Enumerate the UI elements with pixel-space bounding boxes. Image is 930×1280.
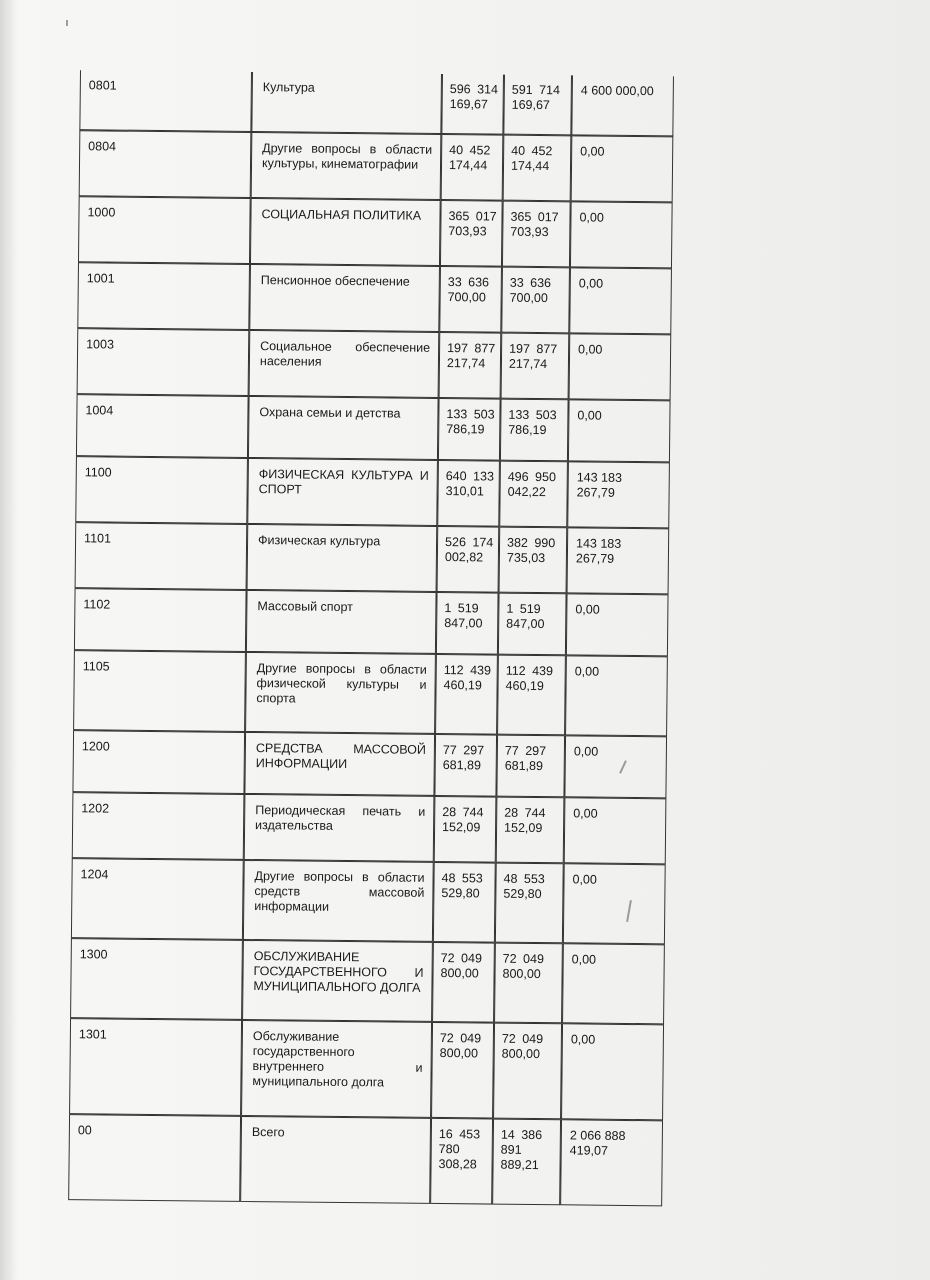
row-value3-cell: 0,00 <box>569 267 672 334</box>
budget-table <box>50 70 654 1206</box>
table-row <box>57 456 678 528</box>
table-row <box>51 1018 672 1120</box>
row-name-cell: СОЦИАЛЬНАЯ ПОЛИТИКА <box>250 198 441 266</box>
row-name-cell: Другие вопросы в области культуры, кинематографии <box>251 132 442 200</box>
row-value1-cell: 1 519 847,00 <box>436 592 499 655</box>
table-row <box>58 394 679 462</box>
row-value2-cell: 591 714 169,67 <box>503 75 572 136</box>
row-value2-cell: 112 439 460,19 <box>497 655 566 736</box>
row-value2-cell: 28 744 152,09 <box>496 797 565 864</box>
row-value3-cell: 4 600 000,00 <box>571 75 674 136</box>
table-row <box>57 522 678 594</box>
row-value2-cell: 40 452 174,44 <box>503 135 572 202</box>
row-value1-cell: 28 744 152,09 <box>434 796 497 863</box>
row-value1-cell: 197 877 217,74 <box>439 332 502 399</box>
row-name-cell: Физическая культура <box>247 524 438 592</box>
row-name-cell: ФИЗИЧЕСКАЯ КУЛЬТУРА И СПОРТ <box>247 458 438 526</box>
row-code-cell: 1001 <box>77 262 250 330</box>
row-value2-cell: 14 386 891 889,21 <box>492 1119 561 1206</box>
row-value1-cell: 72 049 800,00 <box>432 942 495 1023</box>
row-code-cell: 1003 <box>77 328 250 396</box>
table-row <box>54 792 675 864</box>
row-value3-cell: 0,00 <box>564 797 667 864</box>
scan-speck <box>66 20 68 26</box>
row-value3-cell: 0,00 <box>563 863 666 944</box>
row-value3-cell: 0,00 <box>562 943 665 1024</box>
row-value2-cell: 72 049 800,00 <box>493 1023 562 1120</box>
row-name-cell: Периодическая печать и издательства <box>244 794 435 862</box>
row-name-cell: Всего <box>240 1116 431 1204</box>
row-value2-cell: 197 877 217,74 <box>501 333 570 400</box>
row-code-cell: 1105 <box>73 650 246 732</box>
row-value1-cell: 40 452 174,44 <box>441 134 504 201</box>
row-value3-cell: 0,00 <box>566 593 669 656</box>
table-row <box>59 328 680 400</box>
row-value1-cell: 16 453 780 308,28 <box>430 1118 493 1205</box>
table-row <box>50 1114 671 1206</box>
row-value1-cell: 112 439 460,19 <box>435 654 498 735</box>
row-value3-cell: 0,00 <box>571 135 674 202</box>
row-code-cell: 1202 <box>72 792 245 860</box>
row-name-cell: Обслуживание государственного внутреннего и муниципального долга <box>241 1020 432 1118</box>
row-code-cell: 1200 <box>72 730 245 794</box>
row-name-cell: Массовый спорт <box>246 590 437 654</box>
row-code-cell: 1004 <box>76 394 249 458</box>
row-code-cell: 1204 <box>71 858 244 940</box>
row-value3-cell: 0,00 <box>565 655 668 736</box>
row-code-cell: 0801 <box>79 70 252 132</box>
row-code-cell: 1100 <box>75 456 248 524</box>
table-row <box>61 70 682 136</box>
row-value1-cell: 33 636 700,00 <box>439 266 502 333</box>
row-value2-cell: 382 990 735,03 <box>499 527 568 594</box>
table-row <box>52 938 673 1024</box>
row-value1-cell: 526 174 002,82 <box>437 526 500 593</box>
row-value1-cell: 48 553 529,80 <box>433 862 496 943</box>
row-value1-cell: 365 017 703,93 <box>440 200 503 267</box>
row-value2-cell: 72 049 800,00 <box>494 943 563 1024</box>
row-name-cell: Социальное обеспечение населения <box>249 330 440 398</box>
row-value2-cell: 365 017 703,93 <box>502 201 571 268</box>
row-value1-cell: 640 133 310,01 <box>437 460 500 527</box>
row-value3-cell: 0,00 <box>561 1023 664 1120</box>
row-value3-cell: 0,00 <box>570 201 673 268</box>
row-value3-cell: 0,00 <box>568 399 671 462</box>
row-value1-cell: 72 049 800,00 <box>431 1022 494 1119</box>
table-row <box>55 650 676 736</box>
row-name-cell: Другие вопросы в области средств массовой информации <box>243 860 434 942</box>
row-code-cell: 00 <box>68 1114 241 1202</box>
row-code-cell: 1102 <box>74 588 247 652</box>
row-value3-cell: 0,00 <box>564 735 667 798</box>
row-code-cell: 1301 <box>69 1018 242 1116</box>
row-code-cell: 1300 <box>70 938 243 1020</box>
row-value1-cell: 133 503 786,19 <box>438 398 501 461</box>
row-code-cell: 1000 <box>78 196 251 264</box>
row-value1-cell: 77 297 681,89 <box>434 734 497 797</box>
row-value1-cell: 596 314 169,67 <box>441 74 504 135</box>
row-value2-cell: 77 297 681,89 <box>496 735 565 798</box>
row-value2-cell: 496 950 042,22 <box>499 461 568 528</box>
row-name-cell: Другие вопросы в области физической культуры и спорта <box>245 652 436 734</box>
row-name-cell: ОБСЛУЖИВАНИЕ ГОСУДАРСТВЕННОГО И МУНИЦИПАЛЬНОГО ДОЛГА <box>242 940 433 1022</box>
table-row <box>53 858 674 944</box>
row-name-cell: Пенсионное обеспечение <box>249 264 440 332</box>
row-name-cell: СРЕДСТВА МАССОВОЙ ИНФОРМАЦИИ <box>244 732 435 796</box>
row-value3-cell: 0,00 <box>569 333 672 400</box>
row-value2-cell: 33 636 700,00 <box>501 267 570 334</box>
table-row <box>61 130 682 202</box>
row-value2-cell: 133 503 786,19 <box>500 399 569 462</box>
row-name-cell: Охрана семьи и детства <box>248 396 439 460</box>
row-value3-cell: 143 183 267,79 <box>567 527 670 594</box>
row-value3-cell: 143 183 267,79 <box>567 461 670 528</box>
table-row <box>60 196 681 268</box>
table-row <box>56 588 677 656</box>
page-edge-shadow <box>0 0 18 1280</box>
row-value2-cell: 48 553 529,80 <box>495 863 564 944</box>
row-code-cell: 0804 <box>79 130 252 198</box>
row-code-cell: 1101 <box>75 522 248 590</box>
table-row <box>59 262 680 334</box>
row-value3-cell: 2 066 888 419,07 <box>560 1119 663 1206</box>
table-row <box>54 730 675 798</box>
row-value2-cell: 1 519 847,00 <box>498 593 567 656</box>
row-name-cell: Культура <box>251 72 442 134</box>
